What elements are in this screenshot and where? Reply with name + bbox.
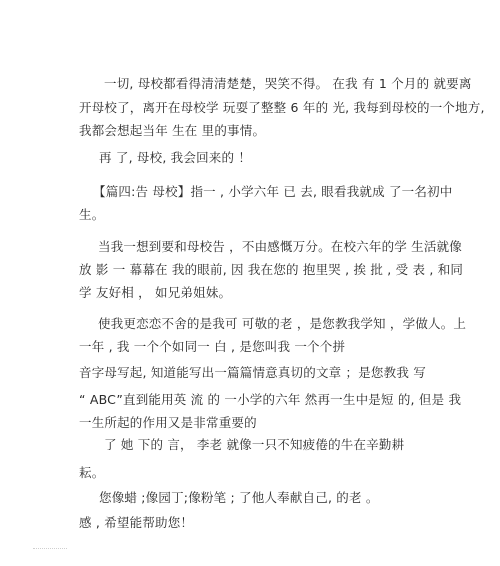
text-line: 开母校了，离开在母校学 玩耍了整整 6 年的 光, 我每到母校的一个地方, bbox=[79, 100, 485, 115]
text-line: 您像蜡 ;像园丁;像粉笔 ; 了他人奉献自己, 的老 。 bbox=[99, 490, 379, 505]
text-line: 放 影 一 幕幕在 我的眼前, 因 我在您的 抱里哭 , 挨 批 , 受 表 , 和同 bbox=[79, 262, 464, 277]
text-line: 再 了, 母校, 我会回来的 ！ bbox=[99, 150, 252, 165]
text-line: 一切, 母校都看得清清楚楚，哭笑不得。 在我 有 1 个月的 就要离 bbox=[104, 76, 472, 91]
text-line: 了 她 下的 言， 李老 就像一只不知疲倦的牛在辛勤耕 bbox=[104, 437, 405, 452]
text-line: 当我一想到要和母校告 ，不由感慨万分。在校六年的学 生活就像 bbox=[98, 239, 462, 254]
text-line: 使我更恋恋不舍的是我可 可敬的老 ，是您教我学知 ，学做人。上 bbox=[98, 316, 467, 331]
text-line: 一年 , 我 一个个如同一 白 , 是您叫我 一个个拼 bbox=[79, 339, 346, 354]
text-line: 我都会想起当年 生在 里的事情。 bbox=[79, 123, 266, 138]
text-line: 耘。 bbox=[79, 465, 105, 480]
text-line: 感 , 希望能帮助您！ bbox=[79, 515, 194, 530]
text-line: 音字母写起, 知道能写出一篇篇情意真切的文章 ；是您教我 写 bbox=[79, 365, 426, 380]
text-line: “ ABC”直到能用英 流 的 一小学的六年 然再一生中是短 的, 但是 我 bbox=[79, 392, 462, 407]
text-line: 生。 bbox=[79, 207, 105, 222]
text-line: 一生所起的作用又是非常重要的 bbox=[79, 415, 257, 430]
section-heading-line: 【篇四:告 母校】指一 , 小学六年 已 去, 眼看我就成 了一名初中 bbox=[93, 184, 453, 199]
text-line: 学 友好相 ， 如兄弟姐妹。 bbox=[79, 285, 232, 300]
footer-rule bbox=[33, 548, 67, 550]
